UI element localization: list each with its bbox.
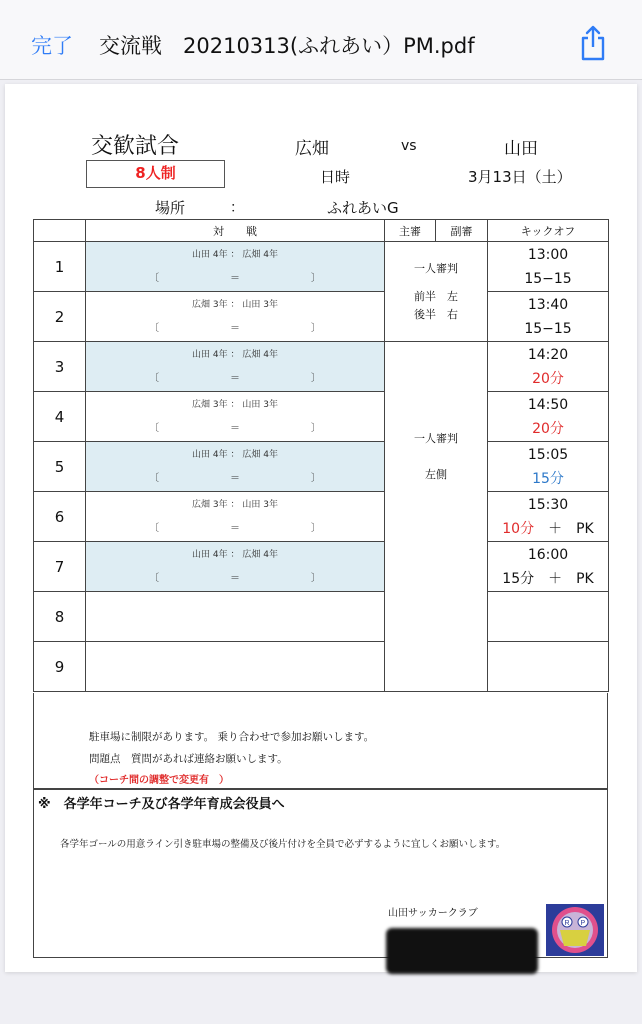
heading: 交歓試合: [91, 134, 180, 159]
venue-label: 場所: [155, 199, 186, 217]
referee-second-half: 後半 右: [414, 307, 458, 321]
referee-first-half: 前半 左: [414, 289, 458, 303]
match-cell: [86, 542, 385, 592]
kickoff-cell: [488, 442, 609, 492]
referee-mode: 一人審判: [414, 261, 458, 275]
row-number: 6: [34, 492, 86, 542]
svg-text:P: P: [580, 920, 586, 927]
match-cell: [86, 392, 385, 442]
coach-notice-section: [33, 789, 608, 958]
match-teams: 山田 4年 ： 広畑 4年: [192, 549, 278, 560]
kickoff-cell: [488, 242, 609, 292]
match-duration: 20分: [532, 370, 564, 387]
bracket-close: 〕: [311, 422, 321, 434]
kickoff-time: 15:30: [527, 496, 569, 513]
equals-sign: ＝: [230, 272, 240, 284]
match-cell: [86, 242, 385, 292]
bracket-open: 〔: [149, 272, 159, 284]
equals-sign: ＝: [230, 322, 240, 334]
match-duration: 15分 ＋ PK: [502, 570, 594, 587]
table-row: [34, 492, 609, 542]
row-number: 1: [34, 242, 86, 292]
notice-title: ※ 各学年コーチ及び各学年育成会役員へ: [38, 797, 285, 812]
kickoff-time: 14:20: [527, 346, 569, 363]
team-a: 広畑: [295, 139, 329, 159]
kickoff-time: 14:50: [527, 396, 569, 413]
score-field: [86, 267, 384, 291]
date-value: 3月13日（土）: [468, 168, 572, 186]
bracket-close: 〕: [311, 572, 321, 584]
share-button[interactable]: [578, 24, 608, 62]
match-teams: 広畑 3年 ： 山田 3年: [192, 299, 278, 310]
kickoff-time: 15:05: [527, 446, 569, 463]
equals-sign: ＝: [230, 372, 240, 384]
match-teams: 広畑 3年 ： 山田 3年: [192, 399, 278, 410]
header-no: [34, 220, 86, 242]
kickoff-cell: [488, 642, 609, 692]
match-duration: 15−15: [524, 270, 572, 287]
match-cell: [86, 342, 385, 392]
share-icon: [578, 24, 608, 62]
equals-sign: ＝: [230, 522, 240, 534]
table-header: [34, 220, 609, 242]
header-assistant-referee: 副審: [436, 220, 488, 242]
match-teams: 山田 4年 ： 広畑 4年: [192, 349, 278, 360]
score-field: [86, 567, 384, 591]
referee-mode: 一人審判: [414, 432, 458, 445]
bracket-close: 〕: [311, 522, 321, 534]
table-row: [34, 642, 609, 692]
match-teams: 山田 4年 ： 広畑 4年: [192, 249, 278, 260]
match-duration: 20分: [532, 420, 564, 437]
score-field: [86, 367, 384, 391]
referee-side: 左側: [425, 468, 447, 481]
match-cell: [86, 642, 385, 692]
bracket-close: 〕: [311, 322, 321, 334]
venue-colon: ：: [230, 200, 244, 216]
header-kickoff: キックオフ: [488, 220, 609, 242]
score-field: [86, 467, 384, 491]
kickoff-cell: [488, 342, 609, 392]
row-number: 9: [34, 642, 86, 692]
venue-value: ふれあいG: [327, 199, 399, 217]
kickoff-time: 16:00: [527, 546, 569, 563]
kickoff-cell: [488, 292, 609, 342]
match-cell: [86, 492, 385, 542]
bracket-open: 〔: [149, 472, 159, 484]
vs-label: vs: [401, 138, 417, 154]
team-b: 山田: [504, 139, 538, 159]
note-change: （コーチ間の調整で変更有 ）: [89, 775, 229, 786]
match-duration: 15−15: [524, 320, 572, 337]
equals-sign: ＝: [230, 472, 240, 484]
note-questions: 問題点 質問があれば連絡お願いします。: [89, 753, 288, 765]
svg-text:R: R: [564, 920, 570, 927]
notes-section: [33, 693, 608, 789]
bracket-open: 〔: [149, 522, 159, 534]
date-label: 日時: [320, 168, 351, 186]
kickoff-cell: [488, 592, 609, 642]
score-field: [86, 417, 384, 441]
table-row: [34, 292, 609, 342]
match-cell: [86, 442, 385, 492]
schedule-table: [33, 219, 609, 692]
table-row: [34, 342, 609, 392]
bracket-close: 〕: [311, 472, 321, 484]
pdf-page: [5, 84, 637, 972]
match-duration: [488, 517, 608, 541]
bracket-open: 〔: [149, 322, 159, 334]
bracket-open: 〔: [149, 572, 159, 584]
match-duration: 15分: [532, 470, 564, 487]
referee-cell: [385, 342, 488, 692]
bracket-close: 〕: [311, 272, 321, 284]
club-logo: [546, 904, 604, 956]
bracket-open: 〔: [149, 422, 159, 434]
row-number: 2: [34, 292, 86, 342]
header-match: 対 戦: [86, 220, 385, 242]
table-row: [34, 442, 609, 492]
table-row: [34, 542, 609, 592]
notice-body: 各学年ゴールの用意ライン引き駐車場の整備及び後片付けを全員で必ずするように宜しくお願いします。: [60, 839, 506, 850]
kickoff-cell: [488, 542, 609, 592]
navigation-bar: [0, 0, 642, 80]
match-cell: [86, 292, 385, 342]
table-row: [34, 242, 609, 292]
bracket-open: 〔: [149, 372, 159, 384]
redacted-contact: [386, 928, 538, 974]
format-badge: 8人制: [86, 160, 225, 188]
row-number: 3: [34, 342, 86, 392]
match-teams: 山田 4年 ： 広畑 4年: [192, 449, 278, 460]
row-number: 4: [34, 392, 86, 442]
equals-sign: ＝: [230, 422, 240, 434]
table-row: [34, 392, 609, 442]
kickoff-time: 13:40: [527, 296, 569, 313]
club-emblem-icon: [546, 904, 604, 956]
club-name: 山田サッカークラブ: [388, 908, 478, 919]
score-field: [86, 317, 384, 341]
equals-sign: ＝: [230, 572, 240, 584]
score-field: [86, 517, 384, 541]
kickoff-cell: [488, 492, 609, 542]
done-button[interactable]: 完了: [31, 34, 73, 58]
row-number: 5: [34, 442, 86, 492]
match-cell: [86, 592, 385, 642]
bracket-close: 〕: [311, 372, 321, 384]
row-number: 8: [34, 592, 86, 642]
table-row: [34, 592, 609, 642]
row-number: 7: [34, 542, 86, 592]
kickoff-time: 13:00: [527, 246, 569, 263]
kickoff-cell: [488, 392, 609, 442]
duration-pk: ＋ PK: [534, 520, 594, 537]
header-main-referee: 主審: [385, 220, 436, 242]
duration-minutes: 10分: [502, 520, 535, 537]
match-teams: 広畑 3年 ： 山田 3年: [192, 499, 278, 510]
note-parking: 駐車場に制限があります。 乗り合わせで参加お願いします。: [89, 731, 375, 743]
referee-cell: [385, 242, 488, 342]
document-title: 交流戦 20210313(ふれあい）PM.pdf: [99, 34, 475, 58]
